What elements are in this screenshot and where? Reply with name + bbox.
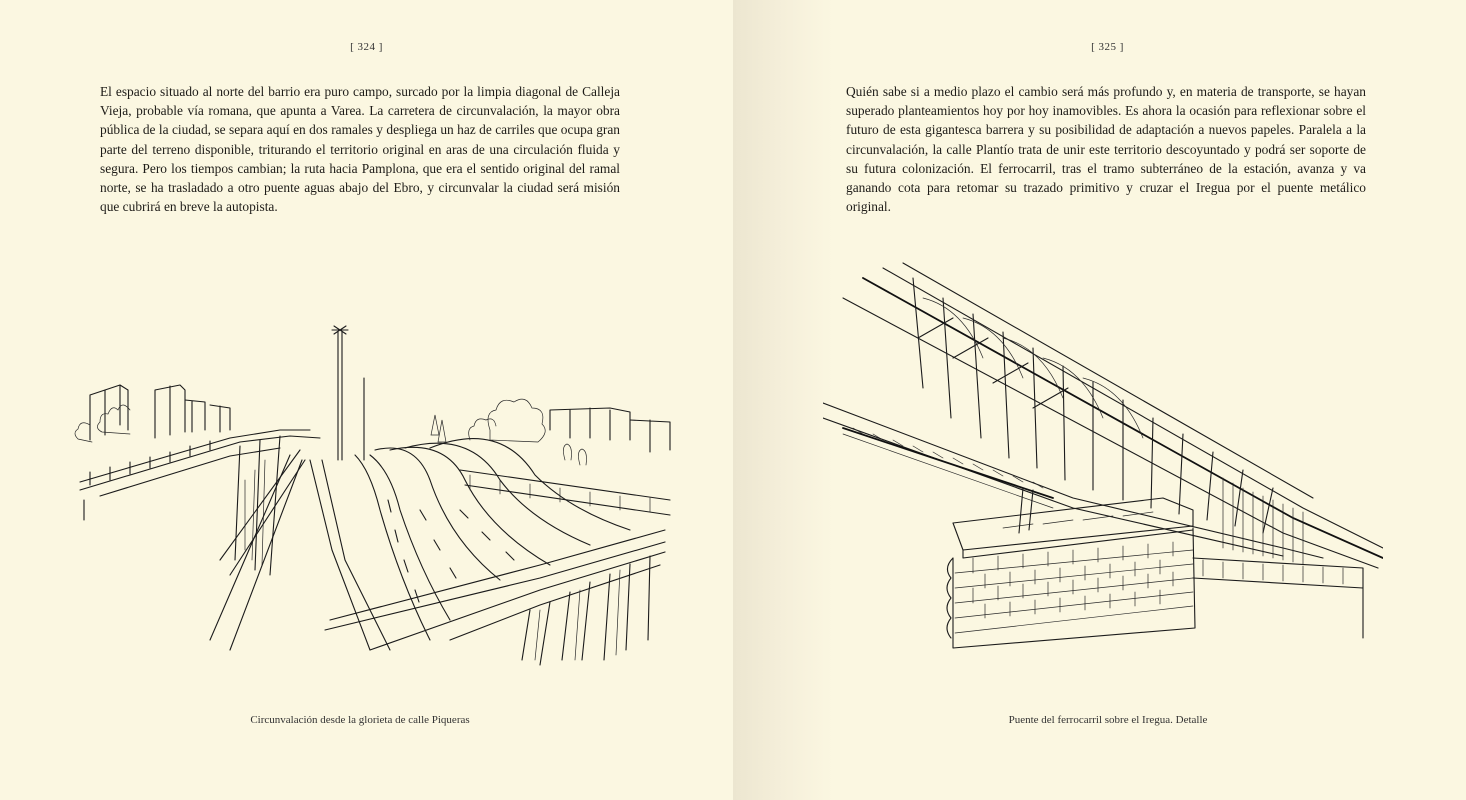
ring-road-sketch bbox=[70, 320, 680, 670]
page-number-right: [ 325 ] bbox=[1091, 41, 1124, 53]
left-figure-caption: Circunvalación desde la glorieta de calle Piqueras bbox=[250, 714, 470, 726]
right-body-text: Quién sabe si a medio plazo el cambio será más profundo y, en materia de transporte, se hayan superado planteamientos hoy por hoy inamovibles. Es ahora la ocasión para reflexionar sobre el futuro de esta gigantesca barrera y su posibilidad de adaptación a nuevos papeles. Paralela a la circunvalación, la calle Plantío trata de unir este territorio descoyuntado y podrá ser soporte de su futura colonización. El ferrocarril, tras el tramo subterráneo de la estación, avanza y va ganando cota para retomar su trazado primitivo y cruzar el Iregua por el puente metálico original. bbox=[846, 84, 1366, 215]
right-page bbox=[733, 0, 1466, 800]
left-body-text: El espacio situado al norte del barrio era puro campo, surcado por la limpia diagonal de Calleja Vieja, probable vía romana, que apunta a Varea. La carretera de circunvalación, la mayor obra pública de la ciudad, se separa aquí en dos ramales y despliega un haz de carriles que ocupa gran parte del terreno disponible, triturando el territorio original en aras de una circulación fluida y segura. Pero los tiempos cambian; la ruta hacia Pamplona, que era el sentido original del ramal norte, se ha trasladado a otro puente aguas abajo del Ebro, y circunvalar la ciudad será misión que cubrirá en breve la autopista. bbox=[100, 84, 620, 215]
right-figure-caption: Puente del ferrocarril sobre el Iregua. Detalle bbox=[1008, 714, 1208, 726]
railway-bridge-drawing bbox=[823, 258, 1383, 658]
page-number-left: [ 324 ] bbox=[350, 41, 383, 53]
railway-bridge-sketch bbox=[823, 258, 1383, 658]
ring-road-drawing bbox=[70, 320, 680, 670]
